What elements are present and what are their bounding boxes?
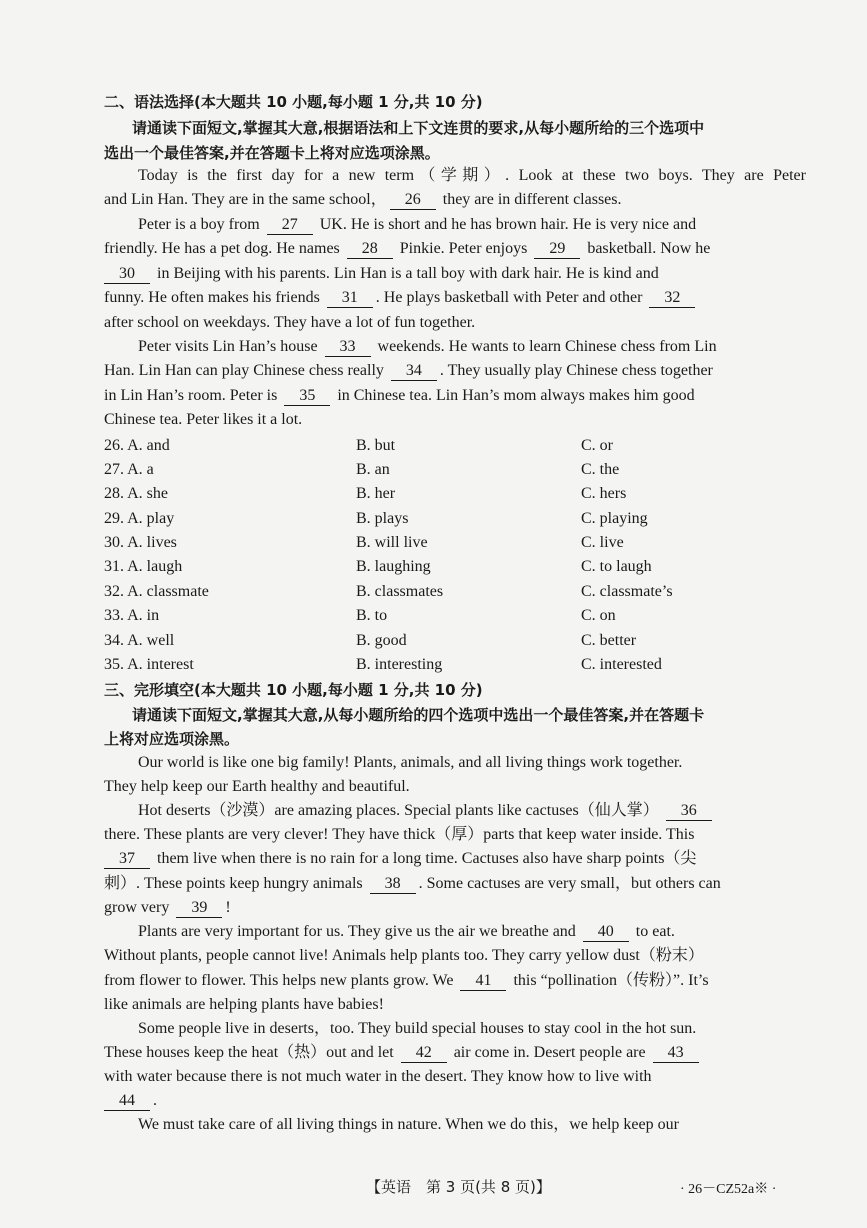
passage2-line: They help keep our Earth healthy and beautiful. [104, 778, 410, 795]
passage2-line: there. These plants are very clever! They have thick（厚）parts that keep water inside. This [104, 826, 695, 843]
passage2-line: with water because there is not much water in the desert. They know how to live with [104, 1068, 652, 1085]
option-31-b: B. laughing [356, 558, 431, 575]
blank-28: 28 [347, 240, 393, 259]
passage2-line: Without plants, people cannot live! Animals help plants too. They carry yellow dust（粉末） [104, 947, 704, 964]
option-33-c: C. on [581, 607, 616, 624]
blank-34: 34 [391, 362, 437, 381]
section2-title: 二、语法选择(本大题共 10 小题,每小题 1 分,共 10 分) [104, 93, 483, 111]
option-28-b: B. her [356, 485, 396, 502]
section2-instruction-line-2: 选出一个最佳答案,并在答题卡上将对应选项涂黑。 [104, 144, 440, 162]
section3-title: 三、完形填空(本大题共 10 小题,每小题 1 分,共 10 分) [104, 681, 483, 699]
option-35-c: C. interested [581, 656, 662, 673]
passage2-line: Plants are very important for us. They give us the air we breathe and 40 to eat. [138, 923, 675, 940]
blank-44: 44 [104, 1092, 150, 1111]
passage1-line: Today is the first day for a new term（学期）. Look at these two boys. They are Peter [138, 167, 806, 184]
blank-38: 38 [370, 875, 416, 894]
blank-31: 31 [327, 289, 373, 308]
passage2-line: from flower to flower. This helps new plants grow. We 41 this “pollination（传粉）”. It’s [104, 972, 709, 989]
passage2-line: We must take care of all living things in nature. When we do this，we help keep our [138, 1116, 679, 1133]
blank-39: 39 [176, 899, 222, 918]
blank-40: 40 [583, 923, 629, 942]
passage1-line: 30 in Beijing with his parents. Lin Han is a tall boy with dark hair. He is kind and [104, 264, 806, 284]
passage2-line: These houses keep the heat（热）out and let 42 air come in. Desert people are 43 [104, 1043, 806, 1063]
exam-code: · 26－CZ52a※ · [680, 1182, 777, 1197]
option-30-c: C. live [581, 534, 624, 551]
option-28-c: C. hers [581, 485, 627, 502]
passage1-line: in Lin Han’s room. Peter is 35 in Chinese tea. Lin Han’s mom always makes him good [104, 387, 695, 404]
option-27-a: 27. A. a [104, 461, 154, 478]
passage1-line: Chinese tea. Peter likes it a lot. [104, 411, 303, 428]
section3-instruction-line-2: 上将对应选项涂黑。 [104, 730, 240, 748]
option-34-a: 34. A. well [104, 632, 175, 649]
option-31-a: 31. A. laugh [104, 558, 183, 575]
passage2-line: 37 them live when there is no rain for a long time. Cactuses also have sharp points（尖 [104, 849, 806, 869]
option-26-b: B. but [356, 437, 396, 454]
passage1-line: after school on weekdays. They have a lot of fun together. [104, 314, 476, 331]
option-27-b: B. an [356, 461, 390, 478]
passage1-line: friendly. He has a pet dog. He names 28 Pinkie. Peter enjoys 29 basketball. Now he [104, 240, 711, 257]
option-35-b: B. interesting [356, 656, 443, 673]
passage1-line: Han. Lin Han can play Chinese chess really 34 . They usually play Chinese chess together [104, 362, 713, 379]
blank-26: 26 [390, 191, 436, 210]
passage2-line: Our world is like one big family! Plants, animals, and all living things work together. [138, 754, 683, 771]
option-29-b: B. plays [356, 510, 409, 527]
blank-27: 27 [267, 216, 313, 235]
passage2-line: grow very 39 ! [104, 899, 231, 916]
blank-29: 29 [534, 240, 580, 259]
option-27-c: C. the [581, 461, 620, 478]
blank-33: 33 [325, 338, 371, 357]
option-30-b: B. will live [356, 534, 428, 551]
option-32-a: 32. A. classmate [104, 583, 209, 600]
passage1-line: Peter is a boy from 27 UK. He is short and he has brown hair. He is very nice and [138, 216, 697, 233]
passage1-line: funny. He often makes his friends 31 . He plays basketball with Peter and other 32 [104, 288, 806, 308]
section2-instruction-line-1: 请通读下面短文,掌握其大意,根据语法和上下文连贯的要求,从每小题所给的三个选项中 [132, 119, 705, 137]
blank-30: 30 [104, 265, 150, 284]
option-32-b: B. classmates [356, 583, 444, 600]
blank-35: 35 [284, 387, 330, 406]
blank-32: 32 [649, 289, 695, 308]
blank-42: 42 [401, 1044, 447, 1063]
blank-36: 36 [666, 802, 712, 821]
blank-41: 41 [460, 972, 506, 991]
passage2-line: Some people live in deserts，too. They build special houses to stay cool in the hot sun. [138, 1020, 697, 1037]
passage2-line: Hot deserts（沙漠）are amazing places. Special plants like cactuses（仙人掌） 36 [138, 801, 806, 821]
option-26-a: 26. A. and [104, 437, 170, 454]
passage2-line: 刺）. These points keep hungry animals 38 . Some cactuses are very small，but others can [104, 875, 721, 892]
option-29-c: C. playing [581, 510, 648, 527]
option-29-a: 29. A. play [104, 510, 175, 527]
option-34-b: B. good [356, 632, 407, 649]
option-31-c: C. to laugh [581, 558, 652, 575]
option-30-a: 30. A. lives [104, 534, 177, 551]
option-26-c: C. or [581, 437, 613, 454]
page-footer: 【英语 第 3 页(共 8 页)】 [366, 1178, 551, 1196]
option-32-c: C. classmate’s [581, 583, 673, 600]
option-34-c: C. better [581, 632, 637, 649]
option-28-a: 28. A. she [104, 485, 168, 502]
passage1-line: Peter visits Lin Han’s house 33 weekends. He wants to learn Chinese chess from Lin [138, 338, 717, 355]
passage2-line: 44 . [104, 1091, 806, 1111]
section3-instruction-line-1: 请通读下面短文,掌握其大意,从每小题所给的四个选项中选出一个最佳答案,并在答题卡 [132, 706, 705, 724]
option-33-b: B. to [356, 607, 388, 624]
passage2-line: like animals are helping plants have babies! [104, 996, 384, 1013]
option-35-a: 35. A. interest [104, 656, 194, 673]
option-33-a: 33. A. in [104, 607, 160, 624]
blank-37: 37 [104, 850, 150, 869]
blank-43: 43 [653, 1044, 699, 1063]
passage1-line: and Lin Han. They are in the same school， 26 they are in different classes. [104, 191, 622, 208]
